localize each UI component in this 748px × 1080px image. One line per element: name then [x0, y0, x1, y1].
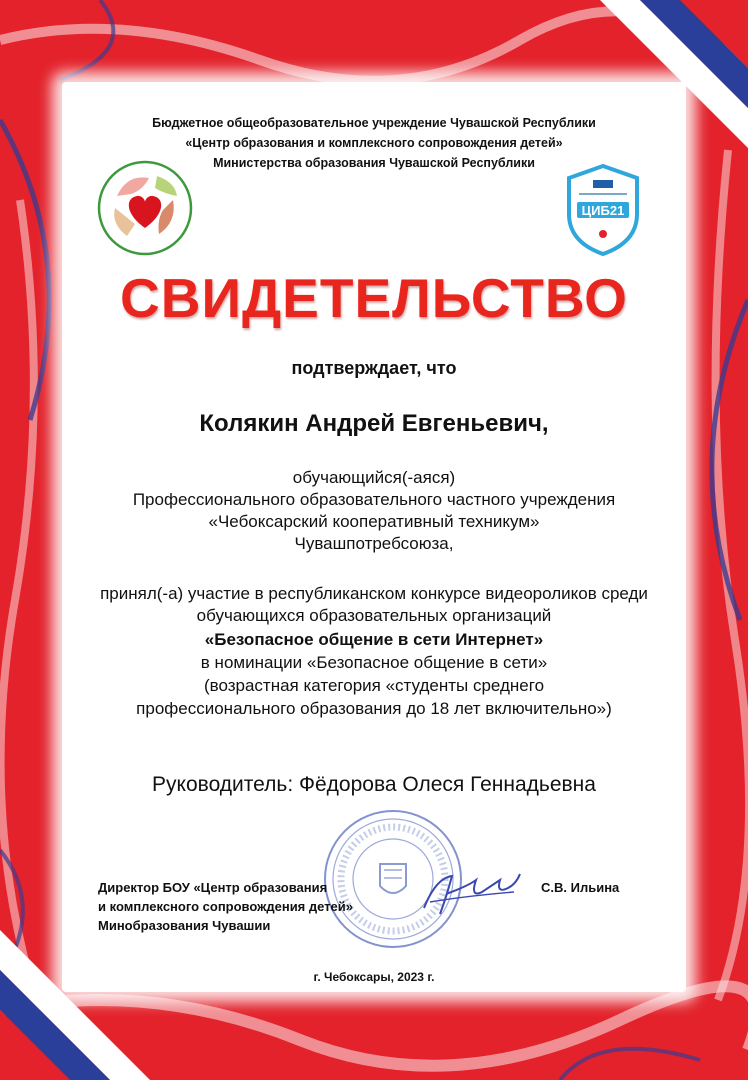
recipient-name: Колякин Андрей Евгеньевич, [199, 410, 549, 437]
director-signature [416, 858, 526, 922]
hands-heart-logo [97, 160, 193, 256]
participation-line-1: принял(-а) участие в республиканском конкурсе видеороликов среди [100, 584, 648, 603]
org-line-1: Бюджетное общеобразовательное учреждение Чувашской Республики [152, 116, 596, 130]
cib21-shield-logo [563, 162, 643, 258]
confirms-text: подтверждает, что [291, 358, 457, 378]
director-line-1: Директор БОУ «Центр образования [98, 880, 328, 895]
student-line-3: «Чебоксарский кооперативный техникум» [208, 512, 540, 531]
city-year: г. Чебоксары, 2023 г. [313, 970, 435, 984]
participation-line-4: в номинации «Безопасное общение в сети» [200, 653, 548, 672]
certificate-title: СВИДЕТЕЛЬСТВО [120, 267, 628, 329]
director-line-3: Минобразования Чувашии [98, 918, 271, 933]
contest-name: «Безопасное общение в сети Интернет» [204, 630, 544, 649]
student-line-2: Профессионального образовательного частного учреждения [132, 490, 616, 509]
participation-line-5: (возрастная категория «студенты среднего [203, 676, 545, 695]
supervisor-text: Руководитель: Фёдорова Олеся Геннадьевна [152, 773, 596, 796]
director-name: С.В. Ильина [541, 880, 620, 895]
cib21-logo-text: ЦИБ21 [581, 203, 625, 218]
student-line-1: обучающийся(-аяся) [292, 468, 456, 487]
director-line-2: и комплексного сопровождения детей» [98, 899, 354, 914]
org-line-2: «Центр образования и комплексного сопровождения детей» [185, 136, 563, 150]
student-line-4: Чувашпотребсоюза, [294, 534, 454, 553]
participation-line-6: профессионального образования до 18 лет включительно») [136, 699, 612, 718]
participation-line-2: обучающихся образовательных организаций [196, 606, 552, 625]
org-line-3: Министерства образования Чувашской Республики [213, 156, 535, 170]
